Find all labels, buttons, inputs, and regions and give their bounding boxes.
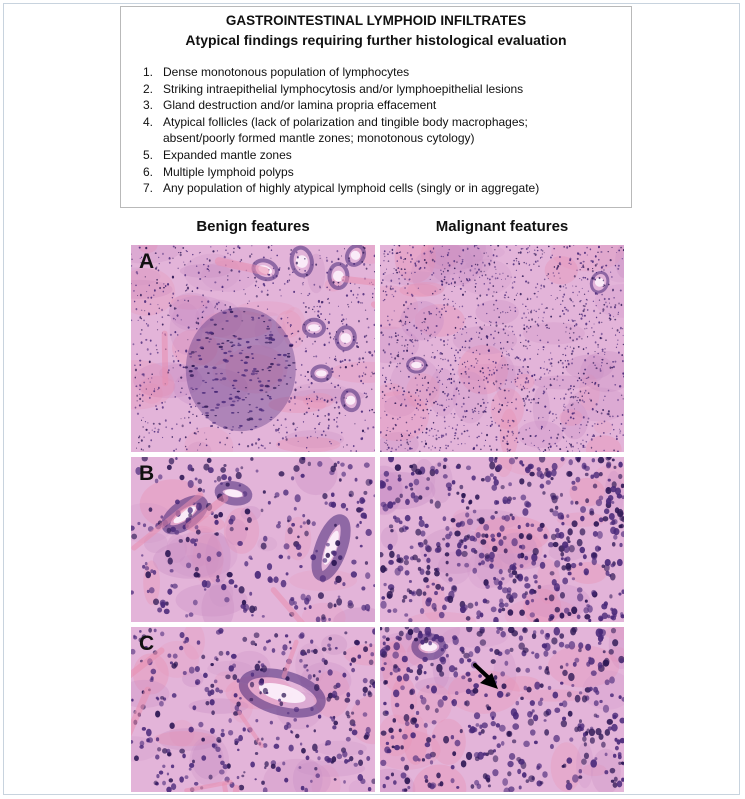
histology-image <box>131 627 375 792</box>
panel-a-benign <box>131 245 375 452</box>
criteria-item: 1. Dense monotonous population of lymphocytes <box>143 65 410 79</box>
criteria-item: 2. Striking intraepithelial lymphocytosis and/or lymphoepithelial lesions <box>143 81 524 96</box>
panel-b-benign <box>131 457 375 622</box>
histology-image <box>380 245 624 452</box>
criteria-list <box>143 64 623 197</box>
panel-c-benign <box>131 627 375 792</box>
criteria-item: 7. Any population of highly atypical lymphoid cells (singly or in aggregate) <box>143 181 540 196</box>
criteria-item: 6. Multiple lymphoid polyps <box>143 164 294 179</box>
box-title: GASTROINTESTINAL LYMPHOID INFILTRATES <box>225 13 527 28</box>
histology-image <box>131 457 375 622</box>
criteria-item-continuation: absent/poorly formed mantle zones; monotonous cytology) <box>163 131 475 146</box>
malignant-header: Malignant features <box>435 218 569 235</box>
panel-label-c: C <box>139 632 155 655</box>
histology-image <box>380 457 624 622</box>
criteria-item: 4. Atypical follicles (lack of polarization and tingible body macrophages; <box>143 114 528 129</box>
panel-label-a: A <box>139 250 155 273</box>
benign-header: Benign features <box>196 218 310 235</box>
panel-label-b: B <box>139 462 155 485</box>
box-subtitle: Atypical findings requiring further histological evaluation <box>185 32 567 48</box>
panel-c-malignant <box>380 627 624 792</box>
histology-image <box>131 245 375 452</box>
criteria-item: 3. Gland destruction and/or lamina propria effacement <box>143 98 437 113</box>
panel-b-malignant <box>380 457 624 622</box>
criteria-item: 5. Expanded mantle zones <box>143 147 292 162</box>
criteria-box <box>120 6 632 208</box>
histology-image <box>380 627 624 792</box>
panel-a-malignant <box>380 245 624 452</box>
